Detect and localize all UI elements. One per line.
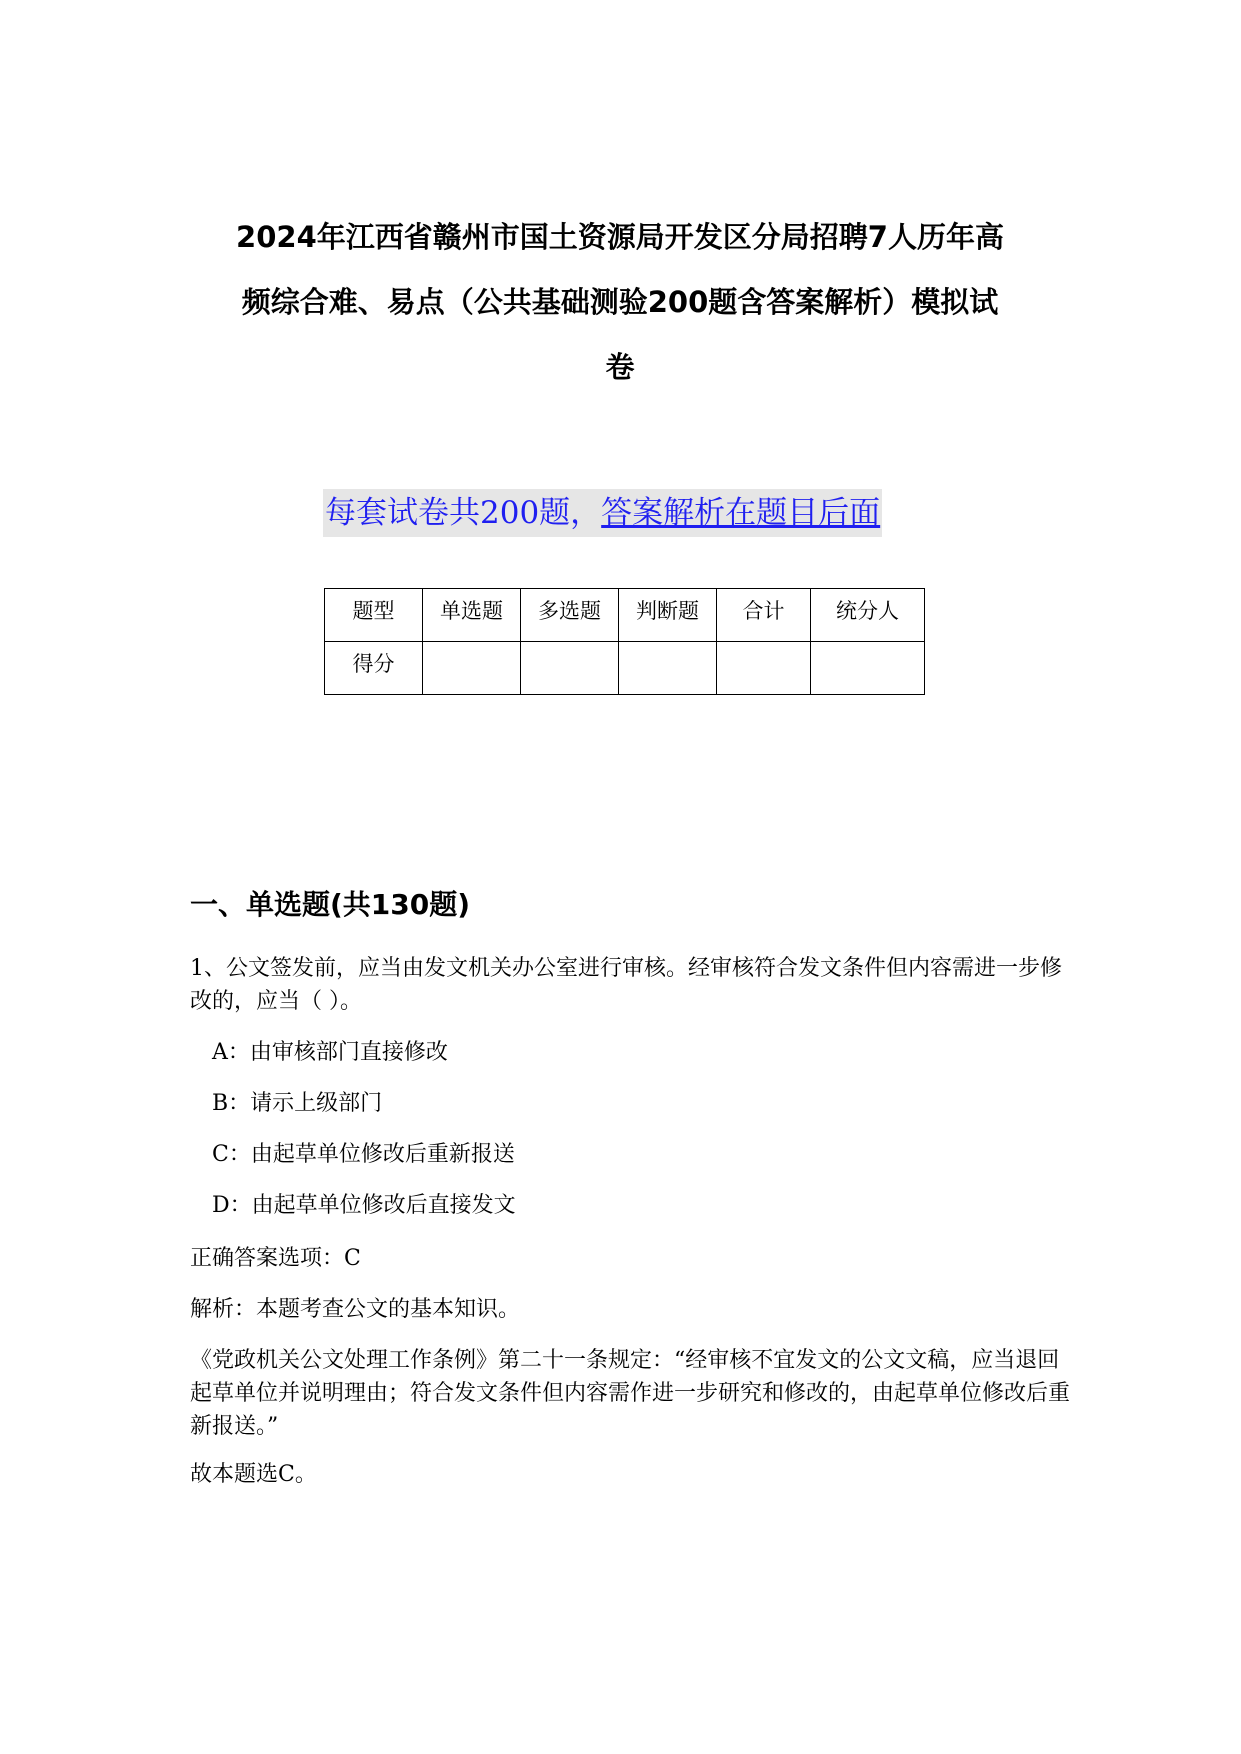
option-letter: D： [212, 1193, 252, 1218]
question-text: 1、公文签发前，应当由发文机关办公室进行审核。经审核符合发文条件但内容需进一步修改的，应当（ ）。 [190, 956, 1063, 1014]
analysis-lead: 解析：本题考查公文的基本知识。 [190, 1297, 521, 1322]
conclusion: 故本题选C。 [190, 1462, 317, 1487]
score-table-score-row [325, 642, 925, 695]
correct-answer: 正确答案选项：C [190, 1246, 361, 1271]
score-cell-multi[interactable] [521, 642, 619, 695]
option-text: 由起草单位修改后直接发文 [251, 1193, 516, 1218]
option-text: 由起草单位修改后重新报送 [250, 1142, 515, 1167]
score-cell-grader[interactable] [811, 642, 925, 695]
header-cell-type: 题型 [325, 589, 423, 642]
score-table-header-row [325, 589, 925, 642]
option-text: 由审核部门直接修改 [249, 1040, 448, 1065]
document-title [180, 205, 1060, 400]
option-a [190, 1036, 1070, 1087]
score-row-label: 得分 [325, 642, 423, 695]
option-list [190, 1036, 1070, 1240]
title-line-3: 卷 [605, 350, 635, 384]
section-heading: 一、单选题(共130题) [190, 888, 471, 921]
analysis-body: 《党政机关公文处理工作条例》第二十一条规定：“经审核不宜发文的公文文稿，应当退回起草单位并说明理由；符合发文条件但内容需作进一步研究和修改的，由起草单位修改后重新报送。” [190, 1348, 1071, 1439]
option-letter: B： [212, 1091, 251, 1116]
score-cell-single[interactable] [423, 642, 521, 695]
header-cell-grader: 统分人 [811, 589, 925, 642]
banner-text: 每套试卷共200题， [325, 495, 602, 531]
title-line-2: 频综合难、易点（公共基础测验200题含答案解析）模拟试 [241, 285, 999, 319]
title-line-1: 2024年江西省赣州市国土资源局开发区分局招聘7人历年高 [236, 220, 1004, 254]
score-table [324, 588, 925, 695]
header-cell-total: 合计 [717, 589, 811, 642]
option-c [190, 1138, 1070, 1189]
option-letter: C： [212, 1142, 251, 1167]
header-cell-multi: 多选题 [521, 589, 619, 642]
header-cell-single: 单选题 [423, 589, 521, 642]
score-cell-total[interactable] [717, 642, 811, 695]
answer-location-link[interactable]: 答案解析在题目后面 [601, 495, 881, 531]
score-cell-judge[interactable] [619, 642, 717, 695]
header-cell-judge: 判断题 [619, 589, 717, 642]
option-b [190, 1087, 1070, 1138]
option-d [190, 1189, 1070, 1240]
option-text: 请示上级部门 [250, 1091, 383, 1116]
notice-banner [323, 489, 882, 537]
option-letter: A： [212, 1040, 250, 1065]
question-block [190, 952, 1070, 1492]
